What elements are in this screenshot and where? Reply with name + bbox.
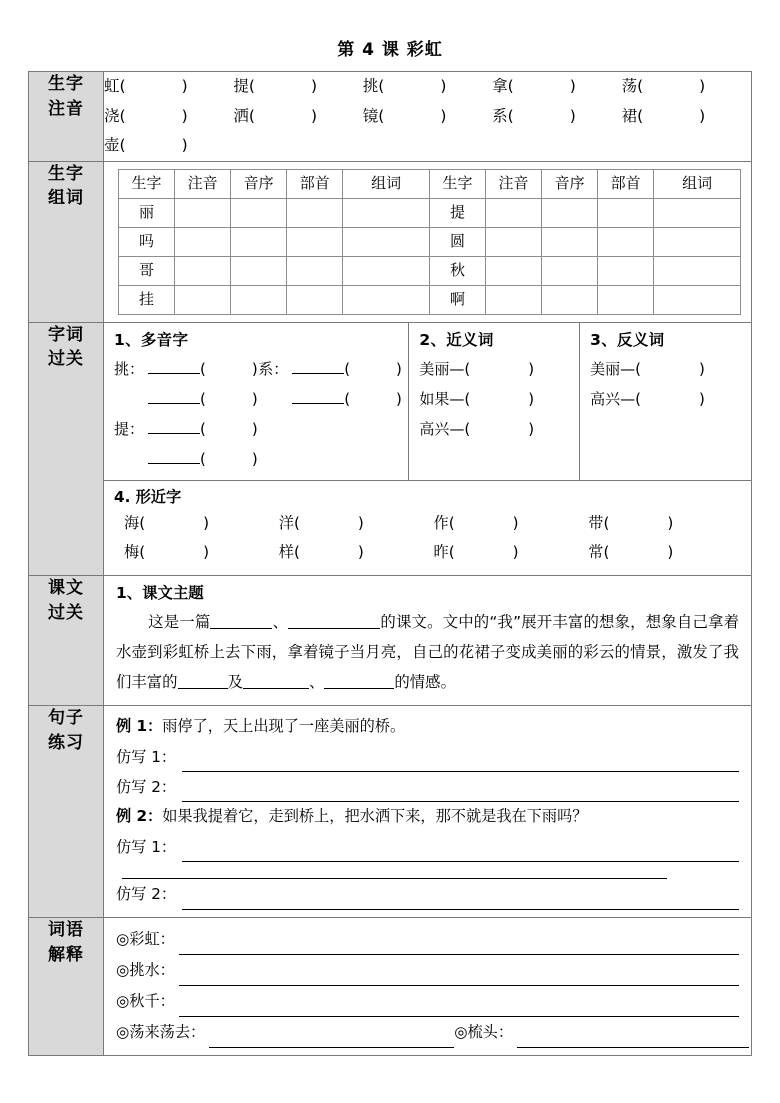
col-header-zhuyin-left: 注音 — [175, 169, 231, 198]
pinyin-item-empty — [363, 131, 492, 160]
pinyin-char: 洒( — [233, 106, 255, 125]
antonym-word: 美丽—( — [590, 359, 642, 378]
pinyin-item-empty — [233, 131, 362, 160]
paren-close: ) — [699, 77, 706, 96]
answer-blank[interactable] — [179, 1000, 739, 1017]
answer-blank[interactable] — [148, 388, 200, 404]
label-line-1: 课文 — [48, 577, 84, 598]
polyphone-entry — [114, 444, 258, 474]
antonym-item — [590, 384, 745, 414]
section-content-definitions — [104, 917, 752, 1056]
answer-blank[interactable] — [182, 785, 739, 802]
answer-blank[interactable] — [179, 938, 739, 955]
cell-input[interactable] — [542, 285, 598, 314]
pinyin-char: 浇( — [104, 106, 126, 125]
table-header-row — [119, 169, 741, 198]
polyphone-entry — [114, 384, 258, 414]
table-row — [119, 256, 741, 285]
text-fragment-3: 及 — [227, 672, 243, 691]
cell-input[interactable] — [486, 198, 542, 227]
section-label-text — [29, 575, 104, 705]
paren-close: ) — [396, 359, 402, 378]
cell-input[interactable] — [654, 227, 741, 256]
cell-input[interactable] — [175, 198, 231, 227]
answer-blank[interactable] — [324, 672, 394, 689]
synonym-word: 美丽—( — [419, 359, 471, 378]
similar-char-row — [114, 509, 743, 539]
label-line-2: 组词 — [48, 188, 84, 209]
cell-input[interactable] — [287, 285, 343, 314]
example-2-label: 例 2： — [116, 807, 163, 826]
paren-close: ) — [512, 513, 519, 532]
similar-char: 样( — [278, 543, 300, 562]
paren-close: ) — [528, 359, 535, 378]
similar-char-item — [279, 538, 434, 568]
cell-input[interactable] — [598, 227, 654, 256]
label-line-1: 句子 — [48, 707, 84, 728]
paren-close: ) — [528, 389, 535, 408]
polyphone-entry-empty — [258, 414, 402, 444]
similar-char-heading: 4. 形近字 — [114, 487, 182, 506]
paren-open: ( — [200, 389, 206, 408]
label-line-2: 注音 — [48, 99, 84, 120]
cell-input[interactable] — [486, 227, 542, 256]
pinyin-char: 挑( — [362, 77, 385, 96]
example-1-line — [116, 712, 739, 742]
pinyin-row — [104, 102, 751, 131]
word-build-grid — [118, 169, 741, 315]
label-line-2: 练习 — [48, 732, 84, 753]
antonym-item — [590, 354, 745, 384]
similar-char: 作( — [433, 513, 455, 532]
example-1-text: 雨停了，天上出现了一座美丽的桥。 — [162, 716, 406, 735]
text-theme-body — [116, 607, 739, 697]
paren-close: ) — [357, 543, 364, 562]
answer-blank[interactable] — [210, 612, 272, 629]
example-1-label: 例 1： — [116, 716, 163, 735]
polyphone-key-xi: 系： — [258, 359, 289, 378]
text-fragment-4: 的情感。 — [394, 672, 456, 691]
pinyin-char: 提( — [233, 77, 255, 96]
synonym-heading: 2、近义词 — [419, 330, 494, 349]
text-fragment-1: 这是一篇 — [148, 612, 211, 631]
similar-char-item — [434, 509, 589, 539]
definition-row — [116, 955, 739, 986]
pinyin-char: 裙( — [621, 106, 644, 125]
answer-blank[interactable] — [209, 1031, 454, 1048]
paren-close: ) — [396, 389, 402, 408]
cell-input[interactable] — [542, 198, 598, 227]
paren-close: ) — [251, 359, 258, 378]
answer-blank[interactable] — [148, 418, 200, 434]
definition-row — [116, 986, 739, 1017]
section-row-text — [29, 575, 752, 705]
imitate-row-continuation — [116, 862, 739, 879]
pinyin-char: 虹( — [104, 77, 126, 96]
cell-input[interactable] — [343, 227, 430, 256]
cell-input[interactable] — [486, 256, 542, 285]
label-line-2: 解释 — [48, 944, 84, 965]
section-row-sentence — [29, 705, 752, 917]
paren-close: ) — [310, 77, 318, 96]
section-row-vocab — [29, 322, 752, 575]
vocab-columns — [104, 323, 751, 480]
cell-char: 啊 — [429, 285, 485, 314]
similar-char: 洋( — [278, 513, 300, 532]
paren-close: ) — [357, 513, 364, 532]
cell-input[interactable] — [287, 198, 343, 227]
col-header-zuci-right: 组词 — [654, 169, 741, 198]
table-row — [119, 285, 741, 314]
col-header-bushou-right: 部首 — [598, 169, 654, 198]
table-row — [119, 198, 741, 227]
col-header-zi-right: 生字 — [429, 169, 485, 198]
pinyin-char: 系( — [492, 106, 514, 125]
pinyin-row — [104, 72, 751, 101]
polyphone-line — [114, 354, 402, 384]
answer-blank[interactable] — [178, 672, 228, 689]
similar-char-item — [124, 538, 279, 568]
section-label-sentence — [29, 705, 104, 917]
section-label-vocab — [29, 322, 104, 575]
definition-term-qiuqian: ◎秋千： — [116, 992, 175, 1011]
cell-input[interactable] — [231, 198, 287, 227]
cell-input[interactable] — [175, 227, 231, 256]
polyphone-entry — [258, 384, 402, 414]
paren-close: ) — [251, 389, 258, 408]
similar-char-row — [114, 538, 743, 568]
text-fragment-2: 的课文。文中的“我”展开丰富的想象，想象自己拿着水壶到彩虹桥上去下雨，拿着镜子当月亮，自己的花裙子变成美丽的彩云的情景，激发了我们丰富的 — [116, 612, 739, 691]
cell-char: 挂 — [119, 285, 175, 314]
answer-blank[interactable] — [148, 448, 200, 464]
answer-blank[interactable] — [243, 672, 309, 689]
imitate-2-label: 仿写 2： — [116, 778, 177, 796]
label-line-1: 生字 — [48, 163, 84, 184]
synonym-word: 如果—( — [419, 389, 471, 408]
cell-char: 丽 — [119, 198, 175, 227]
worksheet-table — [28, 71, 752, 1056]
cell-input[interactable] — [542, 227, 598, 256]
paren-close: ) — [569, 106, 576, 125]
antonym-word: 高兴—( — [590, 389, 642, 408]
section-content-wordbuild — [104, 161, 752, 322]
label-line-1: 词语 — [48, 919, 84, 940]
paren-close: ) — [569, 77, 576, 96]
cell-input[interactable] — [231, 227, 287, 256]
similar-char: 常( — [588, 543, 610, 562]
paren-close: ) — [203, 543, 210, 562]
page-title: 第 4 课 彩虹 — [337, 40, 443, 60]
col-header-zhuyin-right: 注音 — [486, 169, 542, 198]
similar-char: 昨( — [433, 543, 455, 562]
answer-blank[interactable] — [182, 845, 739, 862]
synonym-item — [419, 414, 573, 444]
pinyin-item — [622, 72, 751, 101]
paren-close: ) — [512, 543, 519, 562]
synonym-box — [409, 323, 580, 480]
cell-input[interactable] — [287, 227, 343, 256]
section-row-pinyin — [29, 72, 752, 161]
pinyin-item-empty — [622, 131, 751, 160]
polyphone-line — [114, 444, 402, 474]
polyphone-entry — [114, 354, 258, 384]
pinyin-item — [622, 102, 751, 131]
cell-char: 提 — [429, 198, 485, 227]
answer-blank[interactable] — [292, 358, 344, 374]
polyphone-key-tiao: 挑： — [114, 359, 145, 378]
cell-input[interactable] — [598, 198, 654, 227]
col-header-yinxu-right: 音序 — [542, 169, 598, 198]
paren-close: ) — [667, 513, 674, 532]
answer-blank[interactable] — [182, 893, 739, 910]
col-header-yinxu-left: 音序 — [231, 169, 287, 198]
cell-input[interactable] — [231, 285, 287, 314]
polyphone-entry-empty — [258, 444, 402, 474]
answer-blank[interactable] — [122, 862, 667, 879]
text-theme-heading: 1、课文主题 — [116, 583, 204, 602]
polyphone-line — [114, 384, 402, 414]
answer-blank[interactable] — [182, 755, 739, 772]
paren-close: ) — [440, 106, 447, 125]
label-line-1: 字词 — [48, 324, 84, 345]
imitate-2-label: 仿写 2： — [116, 885, 177, 904]
pinyin-item — [104, 102, 233, 131]
label-line-2: 过关 — [48, 602, 84, 623]
cell-input[interactable] — [654, 285, 741, 314]
cell-input[interactable] — [542, 256, 598, 285]
antonym-heading: 3、反义词 — [590, 330, 665, 349]
cell-char: 秋 — [429, 256, 485, 285]
pinyin-char: 镜( — [362, 106, 385, 125]
synonym-word: 高兴—( — [419, 419, 471, 438]
cell-input[interactable] — [486, 285, 542, 314]
definition-term-danglaidangqu: ◎荡来荡去： — [116, 1023, 206, 1042]
definition-row-pair — [116, 1017, 739, 1048]
paren-close: ) — [440, 77, 447, 96]
paren-close: ) — [251, 419, 258, 438]
section-label-wordbuild — [29, 161, 104, 322]
pinyin-char: 壶( — [104, 136, 126, 155]
cell-input[interactable] — [175, 256, 231, 285]
cell-input[interactable] — [598, 256, 654, 285]
paren-close: ) — [203, 513, 210, 532]
definition-term-tiaoshui: ◎挑水： — [116, 961, 175, 980]
cell-input[interactable] — [343, 256, 430, 285]
table-row — [119, 227, 741, 256]
section-content-text — [104, 575, 752, 705]
imitate-row — [116, 742, 739, 772]
similar-char-box — [104, 480, 751, 575]
label-line-2: 过关 — [48, 349, 84, 370]
paren-close: ) — [310, 106, 318, 125]
similar-char-item — [279, 509, 434, 539]
example-2-text: 如果我提着它，走到桥上，把水洒下来，那不就是我在下雨吗？ — [162, 807, 588, 826]
pinyin-item — [363, 102, 492, 131]
section-label-definitions — [29, 917, 104, 1056]
pinyin-item — [492, 102, 621, 131]
pinyin-char: 荡( — [621, 77, 644, 96]
paren-close: ) — [251, 449, 258, 468]
cell-input[interactable] — [231, 256, 287, 285]
pinyin-item — [233, 72, 362, 101]
answer-blank[interactable] — [292, 388, 344, 404]
paren-close: ) — [699, 359, 705, 378]
paren-close: ) — [699, 106, 706, 125]
cell-input[interactable] — [287, 256, 343, 285]
similar-char: 带( — [588, 513, 610, 532]
cell-input[interactable] — [654, 198, 741, 227]
col-header-zuci-left: 组词 — [343, 169, 430, 198]
cell-char: 圆 — [429, 227, 485, 256]
imitate-row — [116, 879, 739, 909]
paren-open: ( — [344, 359, 351, 378]
paren-open: ( — [200, 359, 206, 378]
paren-close: ) — [181, 136, 188, 155]
answer-blank[interactable] — [148, 358, 200, 374]
similar-char-item — [434, 538, 589, 568]
paren-close: ) — [667, 543, 674, 562]
text-separator: 、 — [272, 612, 289, 631]
answer-blank[interactable] — [288, 612, 380, 629]
pinyin-row — [104, 131, 751, 160]
definition-row — [116, 924, 739, 955]
section-content-sentence — [104, 705, 752, 917]
polyphone-line — [114, 414, 402, 444]
section-row-definitions — [29, 917, 752, 1056]
imitate-1-label: 仿写 1： — [116, 838, 177, 857]
section-content-pinyin — [104, 72, 752, 161]
definition-term-caihong: ◎彩虹： — [116, 929, 175, 948]
similar-char-item — [588, 509, 743, 539]
polyphone-key-ti: 提： — [114, 419, 145, 438]
label-line-1: 生字 — [48, 74, 84, 95]
cell-input[interactable] — [175, 285, 231, 314]
similar-char-item — [588, 538, 743, 568]
paren-open: ( — [200, 449, 206, 468]
col-header-zi-left: 生字 — [119, 169, 175, 198]
similar-char: 海( — [124, 513, 146, 532]
text-separator: 、 — [308, 672, 325, 691]
antonym-box — [580, 323, 751, 480]
section-content-vocab — [104, 322, 752, 575]
similar-char-item — [124, 509, 279, 539]
pinyin-item — [363, 72, 492, 101]
similar-char: 梅( — [124, 543, 146, 562]
col-header-bushou-left: 部首 — [287, 169, 343, 198]
pinyin-char: 拿( — [492, 77, 514, 96]
answer-blank[interactable] — [179, 969, 739, 986]
cell-input[interactable] — [598, 285, 654, 314]
pinyin-item — [233, 102, 362, 131]
imitate-row — [116, 772, 739, 802]
synonym-item — [419, 384, 573, 414]
polyphone-heading: 1、多音字 — [114, 330, 189, 349]
pinyin-item — [104, 131, 233, 160]
cell-input[interactable] — [343, 198, 430, 227]
pinyin-item — [492, 72, 621, 101]
paren-close: ) — [181, 77, 188, 96]
paren-close: ) — [181, 106, 188, 125]
polyphone-entry — [258, 354, 402, 384]
pinyin-item — [104, 72, 233, 101]
imitate-1-label: 仿写 1： — [116, 747, 177, 766]
example-2-line — [116, 802, 739, 832]
cell-input[interactable] — [343, 285, 430, 314]
pinyin-item-empty — [492, 131, 621, 160]
paren-close: ) — [699, 389, 705, 408]
imitate-row — [116, 832, 739, 862]
cell-char: 吗 — [119, 227, 175, 256]
polyphone-entry — [114, 414, 258, 444]
synonym-item — [419, 354, 573, 384]
polyphone-box — [104, 323, 409, 480]
paren-open: ( — [200, 419, 206, 438]
cell-input[interactable] — [654, 256, 741, 285]
section-label-pinyin — [29, 72, 104, 161]
cell-char: 哥 — [119, 256, 175, 285]
paren-close: ) — [528, 419, 535, 438]
answer-blank[interactable] — [517, 1031, 749, 1048]
section-row-wordbuild — [29, 161, 752, 322]
paren-open: ( — [344, 389, 351, 408]
definition-term-shutou: ◎梳头： — [454, 1023, 514, 1042]
